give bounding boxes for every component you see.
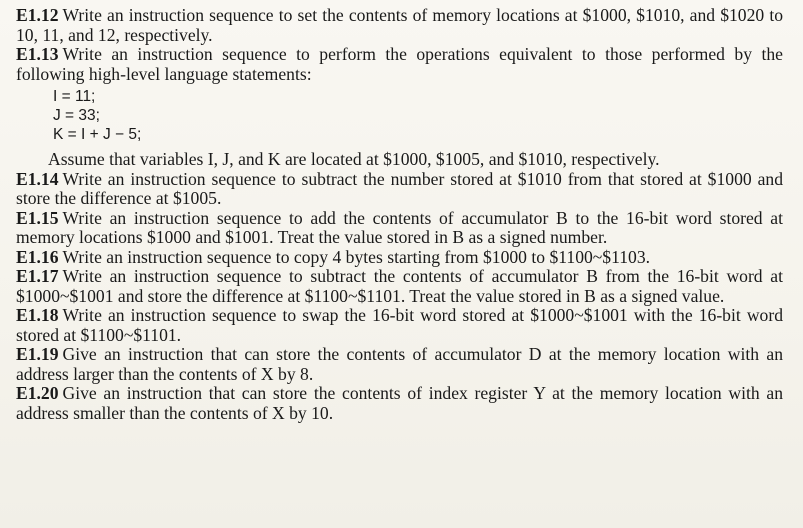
exercise-e1-16 bbox=[16, 248, 783, 268]
exercise-e1-15 bbox=[16, 209, 783, 248]
exercise-e1-19 bbox=[16, 345, 783, 384]
exercise-text: Write an instruction sequence to copy 4 bytes starting from $1000 to $1100~$1103. bbox=[62, 246, 651, 267]
exercise-number: E1.19 bbox=[16, 344, 59, 364]
exercise-e1-13 bbox=[16, 45, 783, 84]
exercise-text: Write an instruction sequence to swap the 16-bit word stored at $1000~$1001 with the 16-bit word stored at $1100~$1101. bbox=[16, 305, 783, 345]
code-block bbox=[53, 87, 783, 144]
exercise-e1-18 bbox=[16, 306, 783, 345]
exercise-number: E1.14 bbox=[16, 168, 59, 189]
exercise-text: Write an instruction sequence to set the contents of memory locations at $1000, $1010, and $1020 to 10, 11, and 12, respectively. bbox=[16, 5, 783, 45]
exercise-number: E1.18 bbox=[16, 305, 59, 325]
exercise-e1-20 bbox=[16, 384, 783, 423]
exercise-text: Write an instruction sequence to subtract the number stored at $1010 from that stored at $1000 and store the difference at $1005. bbox=[16, 168, 783, 208]
exercise-text: Write an instruction sequence to perform the operations equivalent to those performed by the following high-level language statements: bbox=[16, 44, 783, 84]
exercise-text: Write an instruction sequence to subtract the contents of accumulator B from the 16-bit word at $1000~$1001 and store the difference at $1100~$1101. Treat the value stored in B as a signed value. bbox=[16, 266, 783, 306]
exercise-e1-17 bbox=[16, 267, 783, 306]
exercise-text: Give an instruction that can store the contents of index register Y at the memory location with an address smaller than the contents of X by 10. bbox=[16, 383, 783, 423]
exercise-number: E1.15 bbox=[16, 207, 59, 228]
exercise-number: E1.13 bbox=[16, 44, 59, 64]
exercise-e1-14 bbox=[16, 170, 783, 209]
exercise-text: Write an instruction sequence to add the contents of accumulator B to the 16-bit word stored at memory locations $1000 and $1001. Treat the value stored in B as a signed number. bbox=[16, 207, 783, 247]
exercise-number: E1.20 bbox=[16, 383, 59, 403]
code-line: J = 33; bbox=[53, 107, 100, 124]
exercise-e1-12 bbox=[16, 6, 783, 45]
assume-paragraph: Assume that variables I, J, and K are located at $1000, $1005, and $1010, respectively. bbox=[48, 149, 660, 169]
code-line: K = I + J − 5; bbox=[53, 126, 142, 143]
exercise-number: E1.17 bbox=[16, 266, 59, 286]
exercise-number: E1.12 bbox=[16, 5, 59, 25]
exercise-text: Give an instruction that can store the contents of accumulator D at the memory location with an address larger than the contents of X by 8. bbox=[16, 344, 783, 384]
exercise-number: E1.16 bbox=[16, 246, 59, 267]
code-line: I = 11; bbox=[53, 88, 96, 105]
